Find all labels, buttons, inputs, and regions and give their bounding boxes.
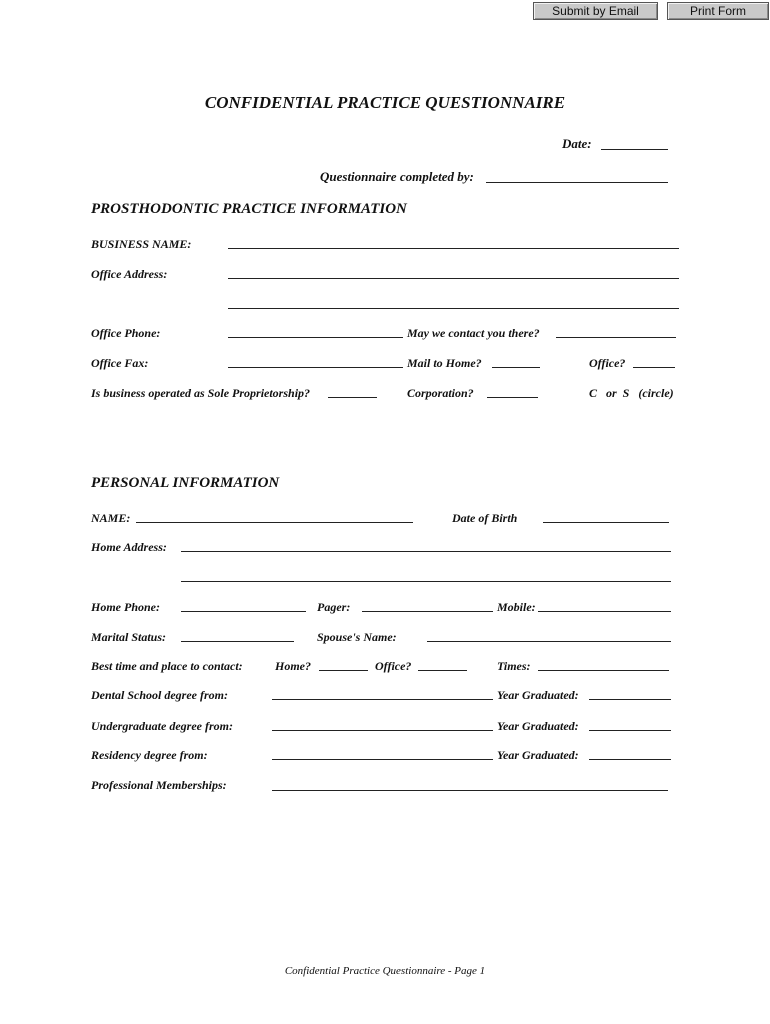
may-contact-label: May we contact you there? [407, 326, 540, 340]
memberships-label: Professional Memberships: [91, 778, 227, 792]
completed-by-field[interactable] [486, 182, 668, 183]
office-fax-label: Office Fax: [91, 356, 149, 370]
date-of-birth-label: Date of Birth [452, 511, 518, 525]
residency-year-field[interactable] [589, 759, 671, 760]
undergrad-field[interactable] [272, 730, 493, 731]
mobile-label: Mobile: [497, 600, 536, 614]
office-phone-label: Office Phone: [91, 326, 161, 340]
sole-proprietorship-field[interactable] [328, 397, 377, 398]
office-address-field-2[interactable] [228, 308, 679, 309]
office-fax-field[interactable] [228, 367, 403, 368]
mail-to-home-label: Mail to Home? [407, 356, 482, 370]
residency-label: Residency degree from: [91, 748, 208, 762]
business-name-label: BUSINESS NAME: [91, 237, 192, 251]
contact-office-field[interactable] [418, 670, 467, 671]
times-label: Times: [497, 659, 531, 673]
pager-field[interactable] [362, 611, 493, 612]
office-address-label: Office Address: [91, 267, 168, 281]
marital-status-label: Marital Status: [91, 630, 167, 644]
pager-label: Pager: [317, 600, 351, 614]
date-field[interactable] [601, 149, 668, 150]
undergrad-year-label: Year Graduated: [497, 719, 579, 733]
times-field[interactable] [538, 670, 669, 671]
mobile-field[interactable] [538, 611, 671, 612]
date-of-birth-field[interactable] [543, 522, 669, 523]
practice-section-heading: PROSTHODONTIC PRACTICE INFORMATION [91, 201, 407, 217]
may-contact-field[interactable] [556, 337, 676, 338]
page-title: CONFIDENTIAL PRACTICE QUESTIONNAIRE [204, 93, 566, 112]
spouse-name-field[interactable] [427, 641, 671, 642]
office-address-field-1[interactable] [228, 278, 679, 279]
home-phone-label: Home Phone: [91, 600, 160, 614]
residency-field[interactable] [272, 759, 493, 760]
contact-office-label: Office? [375, 659, 412, 673]
print-form-button[interactable]: Print Form [667, 2, 769, 20]
memberships-field[interactable] [272, 790, 668, 791]
dental-year-label: Year Graduated: [497, 688, 579, 702]
completed-by-label: Questionnaire completed by: [320, 169, 474, 184]
mail-to-office-label: Office? [589, 356, 626, 370]
best-time-label: Best time and place to contact: [91, 659, 243, 673]
mail-to-home-field[interactable] [492, 367, 540, 368]
undergrad-label: Undergraduate degree from: [91, 719, 233, 733]
marital-status-field[interactable] [181, 641, 294, 642]
corporation-field[interactable] [487, 397, 538, 398]
contact-home-field[interactable] [319, 670, 368, 671]
corporation-label: Corporation? [407, 386, 474, 400]
home-address-label: Home Address: [91, 540, 167, 554]
dental-school-field[interactable] [272, 699, 493, 700]
dental-school-label: Dental School degree from: [91, 688, 228, 702]
residency-year-label: Year Graduated: [497, 748, 579, 762]
page-footer: Confidential Practice Questionnaire - Page 1 [284, 965, 486, 977]
contact-home-label: Home? [275, 659, 311, 673]
undergrad-year-field[interactable] [589, 730, 671, 731]
name-label: NAME: [91, 511, 131, 525]
sole-proprietorship-label: Is business operated as Sole Proprietorship? [91, 386, 311, 400]
c-or-s-circle-label: C or S (circle) [589, 386, 674, 400]
home-address-field-1[interactable] [181, 551, 671, 552]
personal-section-heading: PERSONAL INFORMATION [91, 475, 280, 491]
home-phone-field[interactable] [181, 611, 306, 612]
dental-year-field[interactable] [589, 699, 671, 700]
name-field[interactable] [136, 522, 413, 523]
office-phone-field[interactable] [228, 337, 403, 338]
date-label: Date: [562, 136, 592, 151]
spouse-name-label: Spouse's Name: [317, 630, 397, 644]
submit-by-email-button[interactable]: Submit by Email [533, 2, 658, 20]
mail-to-office-field[interactable] [633, 367, 675, 368]
home-address-field-2[interactable] [181, 581, 671, 582]
business-name-field[interactable] [228, 248, 679, 249]
